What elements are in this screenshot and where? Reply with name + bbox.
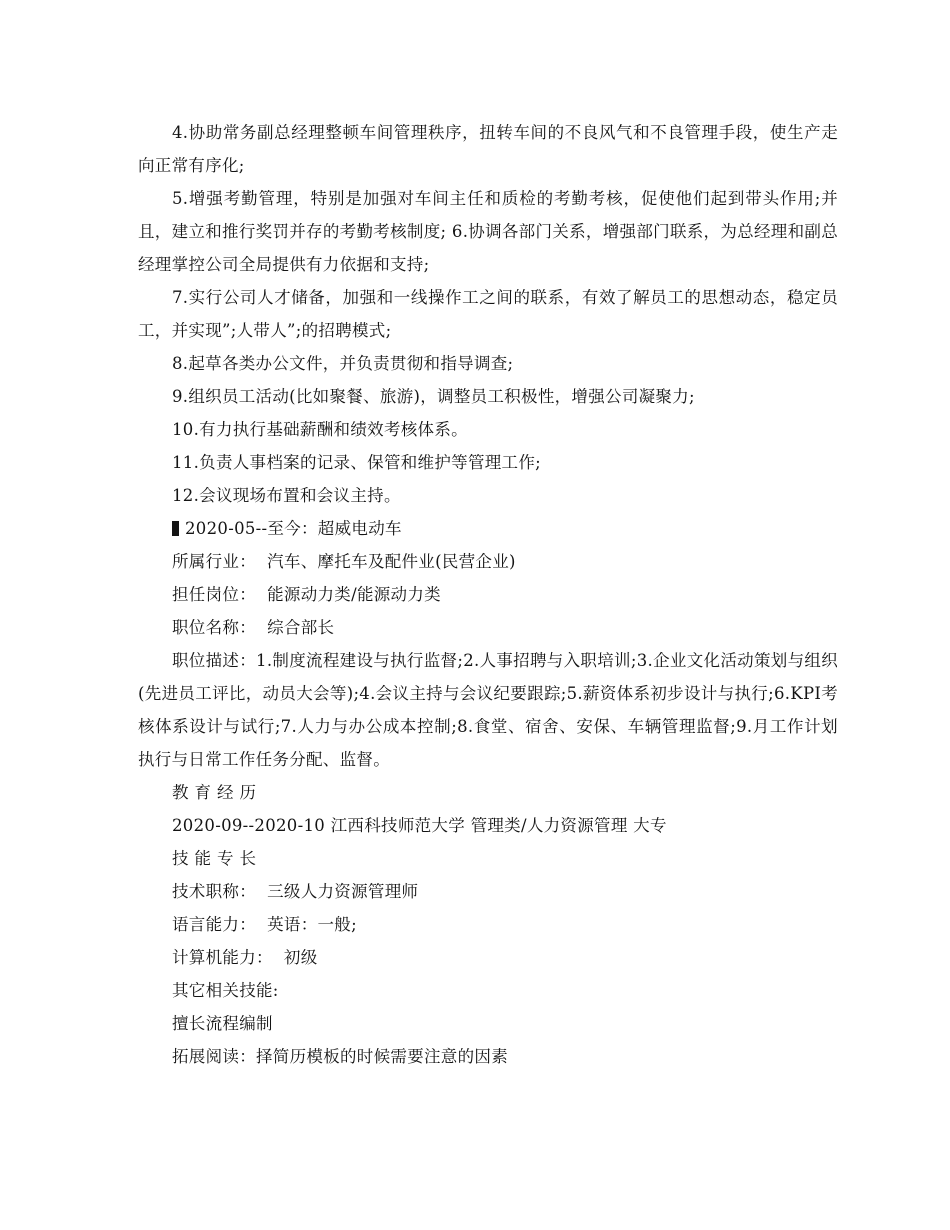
skills-title: 技术职称： 三级人力资源管理师 — [172, 882, 419, 901]
education-heading: 教育经历 — [172, 783, 262, 802]
skills-computer: 计算机能力： 初级 — [172, 948, 318, 967]
duty-item: 12.会议现场布置和会议主持。 — [172, 486, 401, 505]
duty-item: 8.起草各类办公文件，并负责贯彻和指导调查; — [172, 354, 514, 373]
duty-item: 10.有力执行基础薪酬和绩效考核体系。 — [172, 420, 468, 439]
duty-item: 11.负责人事档案的记录、保管和维护等管理工作; — [172, 453, 541, 472]
bullet-marker-icon — [172, 521, 179, 536]
duty-item: 4.协助常务副总经理整顿车间管理秩序，扭转车间的不良风气和不良管理手段，使生产走向正常有序化; — [138, 123, 838, 175]
extended-reading-link: 拓展阅读：择简历模板的时候需要注意的因素 — [172, 1047, 508, 1066]
job-title: 职位名称： 综合部长 — [172, 618, 335, 637]
skills-heading: 技能专长 — [172, 849, 262, 868]
skills-other-label: 其它相关技能: — [172, 981, 279, 1000]
skills-language: 语言能力： 英语：一般; — [172, 915, 357, 934]
job-header-text: 2020-05--至今：超威电动车 — [185, 519, 402, 538]
job-header — [138, 512, 838, 545]
job-industry: 所属行业： 汽车、摩托车及配件业(民营企业) — [172, 552, 516, 571]
duty-item: 7.实行公司人才储备，加强和一线操作工之间的联系，有效了解员工的思想动态，稳定员工，并实现”;人带人”;的招聘模式; — [138, 288, 838, 340]
resume-document — [138, 116, 838, 1073]
job-post: 担任岗位： 能源动力类/能源动力类 — [172, 585, 441, 604]
duty-item: 5.增强考勤管理，特别是加强对车间主任和质检的考勤考核，促使他们起到带头作用;并且，建立和推行奖罚并存的考勤考核制度; 6.协调各部门关系，增强部门联系，为总经理和副总经理掌控公司全局提供有力依据和支持; — [138, 189, 838, 274]
education-entry: 2020-09--2020-10 江西科技师范大学 管理类/人力资源管理 大专 — [172, 816, 667, 835]
job-description: 职位描述：1.制度流程建设与执行监督;2.人事招聘与入职培训;3.企业文化活动策划与组织(先进员工评比，动员大会等);4.会议主持与会议纪要跟踪;5.薪资体系初步设计与执行;6.KPI考核体系设计与试行;7.人力与办公成本控制;8.食堂、宿舍、安保、车辆管理监督;9.月工作计划执行与日常工作任务分配、监督。 — [138, 651, 838, 769]
duty-item: 9.组织员工活动(比如聚餐、旅游)，调整员工积极性，增强公司凝聚力; — [172, 387, 695, 406]
skills-other-value: 擅长流程编制 — [172, 1014, 273, 1033]
